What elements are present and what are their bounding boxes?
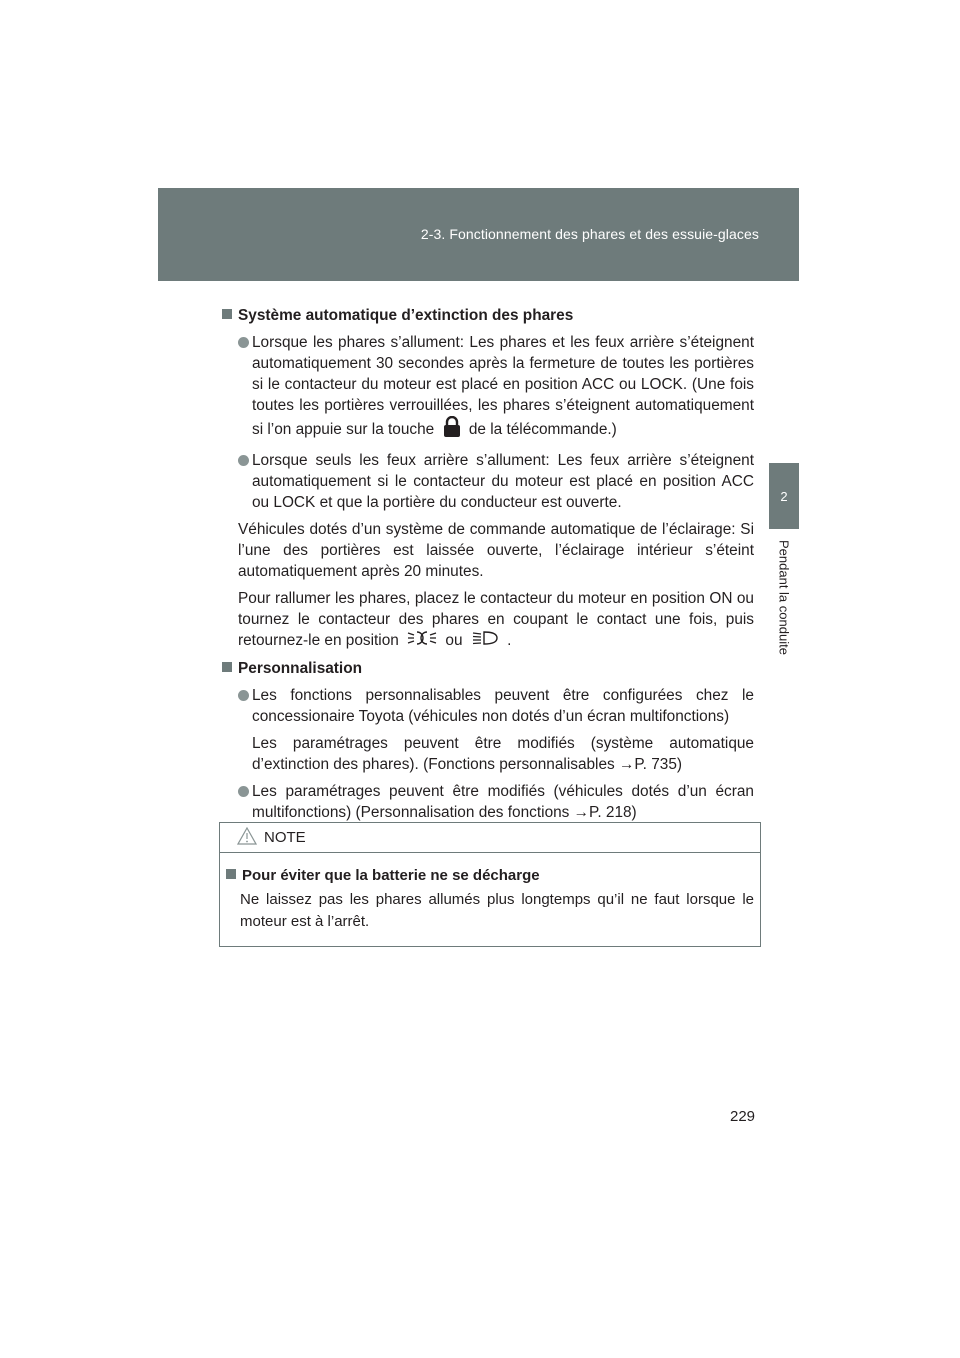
headlight-icon	[471, 630, 499, 652]
circle-bullet-icon	[238, 786, 249, 797]
circle-bullet-icon	[238, 455, 249, 466]
note-header	[220, 823, 760, 853]
section-heading: Personnalisation	[222, 658, 754, 679]
warning-triangle-icon	[237, 827, 257, 850]
main-content	[222, 305, 754, 829]
list-item: Lorsque seuls les feux arrière s’allument: Les feux arrière s’éteignent automatiquement si le contacteur du moteur est placé en position ACC ou LOCK et que la portière du conducteur est ouverte.	[222, 450, 754, 513]
note-text: Ne laissez pas les phares allumés plus longtemps qu’il ne faut lorsque le moteur est à l’arrêt.	[240, 891, 754, 930]
tail-light-icon	[407, 630, 437, 652]
circle-bullet-icon	[238, 337, 249, 348]
list-item: Les fonctions personnalisables peuvent être configurées chez le concessionaire Toyota (véhicules non dotés d’un écran multifonctions)	[222, 685, 754, 727]
header-title: 2-3. Fonctionnement des phares et des essuie-glaces	[420, 226, 759, 242]
list-item: Les paramétrages peuvent être modifiés (véhicules dotés d’un écran multifonctions) (Personnalisation des fonctions →P. 218)	[222, 781, 754, 823]
note-body	[220, 853, 760, 933]
chapter-tab: 2	[769, 463, 799, 529]
chapter-label: Pendant la conduite	[776, 540, 792, 655]
square-bullet-icon	[222, 309, 232, 319]
circle-bullet-icon	[238, 690, 249, 701]
paragraph: Véhicules dotés d’un système de commande automatique de l’éclairage: Si l’une des portières est laissée ouverte, l’éclairage intérieur s’éteint automatiquement après 20 minutes.	[238, 521, 754, 580]
section-heading: Système automatique d’extinction des phares	[222, 305, 754, 326]
square-bullet-icon	[222, 662, 232, 672]
paragraph: Les paramétrages peuvent être modifiés (système automatique d’extinction des phares). (Fonctions personnalisables →P. 735)	[252, 735, 754, 773]
lock-icon	[443, 416, 461, 444]
paragraph: Pour rallumer les phares, placez le contacteur du moteur en position ON ou tournez le contacteur des phares en coupant le contact une fois, puis retournez-le en position ou .	[222, 588, 754, 652]
note-box	[219, 822, 761, 947]
note-label: NOTE	[264, 829, 306, 846]
note-heading: Pour éviter que la batterie ne se décharge	[226, 865, 754, 887]
page-number: 229	[730, 1108, 756, 1125]
header-bar	[158, 188, 799, 281]
square-bullet-icon	[226, 869, 236, 879]
list-item: Lorsque les phares s’allument: Les phares et les feux arrière s’éteignent automatiquement 30 secondes après la fermeture de toutes les portières si le contacteur du moteur est placé en position ACC ou LOCK. (Une fois toutes les portières verrouillées, les phares s’éteignent automatiquement si l’on appuie sur la touche de la télécommande.)	[222, 332, 754, 444]
